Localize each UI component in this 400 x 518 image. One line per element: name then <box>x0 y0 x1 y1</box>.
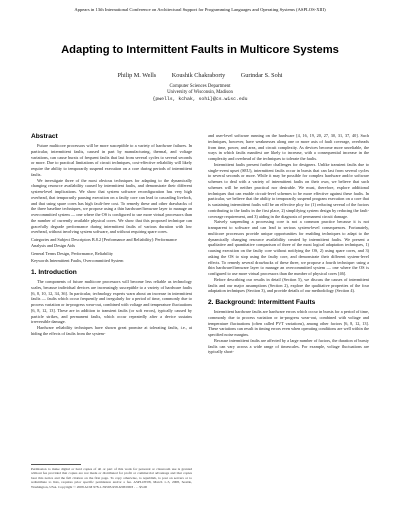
footnote-rule <box>31 464 81 465</box>
abstract-paragraph: We investigate three of the most obvious techniques for adapting to the dynamically changing resource availability caused by intermittent faults, and demonstrate their different system-level implications. We show that system software reconfiguration has very high overhead, that temporarily pausing execution on a faulty core can lead to cascading livelock, and that using spare cores has high fault-free cost. To remedy these and other drawbacks of the three baseline techniques, we propose using a thin hardware/firmware layer to manage an overcommitted system — one where the OS is configured to use more virtual processors than the number of currently available physical cores. We show that this proposed technique can gracefully degrade performance during intermittent faults of various duration with low overhead, without involving system software, and without requiring spare cores. <box>31 177 192 235</box>
body-paragraph: Before describing our results in detail (Section 5), we discuss the causes of intermittent faults and our major assumptions (Section 2), explore the qualitative properties of the four adaptation techniques (Section 3), and provide details of our methodology (Section 4). <box>208 276 369 294</box>
affiliation-dept: Computer Sciences Department <box>169 84 231 89</box>
author-email: {pwells, kchak, sohi}@cs.wisc.edu <box>152 96 248 102</box>
body-paragraph: Intermittent faults present further challenges for designers. Unlike transient faults due to single-event upset (SEU), intermittent faults occur in bursts that can last from several cycles to several seconds or more. While it may be possible for complex hardware and/or software schemes to deal with a variety of intermittent faults on their own, we believe that such schemes will be neither practical nor desirable. We must, therefore, explore additional techniques that can enable circuit-level schemes to be more effective against these faults. In particular, we believe that the ability to temporarily suspend program execution on a core that is sustaining intermittent faults will be an effective ploy for (1) reducing several of the factors contributing to the faults in the first place, 2) simplifying system design by reducing the fault-coverage requirement, and 3) aiding in the diagnosis of permanent circuit damage. <box>208 161 369 219</box>
affiliation-university: University of Wisconsin, Madison <box>167 90 233 96</box>
abstract-paragraph: Future multicore processors will be more susceptible to a variety of hardware failures. In particular, intermittent faults, caused in part by manufacturing, thermal, and voltage variations, can cause bursts of frequent faults that last from several cycles to several seconds or more. Due to practical limitations of circuit techniques, cost-effective reliability will likely require the ability to temporarily suspend execution on a core during periods of intermittent faults. <box>31 143 192 177</box>
body-paragraph: and user-level software running on the hardware [4, 16, 19, 20, 27, 30, 31, 37, 40]. Such techniques, however, have weaknesses along one or more axis of fault coverage, overheads from time, power, and area, and circuit complexity. As devices become more unreliable, the ways in which faults manifest are likely to increase, with a consequential increase in the complexity and overhead of the techniques to tolerate the faults. <box>208 133 369 161</box>
intro-paragraph: Hardware reliability techniques have shown great promise at tolerating faults, i.e., at hiding the effects of faults from the system- <box>31 325 192 336</box>
body-paragraph: Naively suspending a processing core is not a common practice because it is not transparent to software and can lead to serious system-level consequences. Fortunately, multicore processors provide unique opportunities for enabling techniques to adapt to the dynamically changing resource availability created by intermittent faults. We present a qualitative and quantitative comparison of three of the most logical adaptation techniques, 1) causing execution on the faulty core without notifying the OS, 2) using spare cores, and 3) asking the OS to stop using the faulty core, and demonstrate their different system-level effects. To remedy several drawbacks of these three, we propose a fourth technique: using a thin hardware/firmware layer to manage an overcommitted system — one where the OS is configured to use more virtual processors than the number of physical cores [46]. <box>208 219 369 276</box>
author-name: Koushik Chakraborty <box>171 72 226 79</box>
background-heading: 2. Background: Intermittent Faults <box>208 299 316 306</box>
general-terms-line: General Terms Design, Performance, Reliability <box>31 250 114 256</box>
keywords-line: Keywords Intermittent Faults, Overcommitted System <box>31 258 124 264</box>
author-name: Gurindar S. Sohi <box>240 72 283 79</box>
categories-line: Categories and Subject Descriptors B.8.2 [Performance and Reliability]: Performance Analysis and Design Aids <box>31 237 177 248</box>
copyright-footnote: Permission to make digital or hard copies of all or part of this work for personal or classroom use is granted without fee provided that copies are not made or distributed for profit or commercial advantage and that copies bear this notice and the full citation on the first page. To copy otherwise, to republish, to post on servers or to redistribute to lists, requires prior specific permission and/or a fee. ASPLOS'08, March 1–5, 2008, Seattle, Washington, USA. Copyright © 2008 ACM 978-1-59593-958-6/08/0003 . . . $5.00 <box>31 467 192 489</box>
conference-note: Appears in 13th International Conference on Architectural Support for Programming Languages and Operating Systems (ASPLOS-XIII) <box>74 7 326 12</box>
intro-paragraph: The components of future multicore processors will become less reliable as technology scales, because individual devices are increasingly susceptible to a variety of hardware faults [6, 8, 10, 12, 34, 36]. In particular, technology experts warn about an increase in intermittent faults — faults which occur frequently and irregularly for a period of time, commonly due to process variation or in-progress wear-out, combined with voltage and temperature fluctuations [6, 8, 12, 13]. These are in addition to transient faults (or soft errors), typically caused by particle strikes, and permanent faults, which occur repeatedly after a device sustains irreversible damage. <box>31 279 192 325</box>
author-list <box>0 72 400 79</box>
right-column <box>208 133 369 355</box>
body-paragraph: Intermittent hardware faults are hardware errors which occur in bursts for a period of time, commonly due to process variation or in-progress wear-out, combined with voltage and temperature fluctuations (often called PVT variations), among other factors [6, 8, 12, 13]. These variations can result in timing errors even when operating conditions are well within the specified noise margins. <box>208 309 369 337</box>
affiliation <box>0 84 400 103</box>
author-name: Philip M. Wells <box>117 72 157 79</box>
left-column <box>31 133 192 337</box>
abstract-heading: Abstract <box>31 133 58 140</box>
body-paragraph: Because intermittent faults are affected by a large number of factors, the duration of bursty faults can vary across a wide range of timescales. For example, voltage fluctuations are typically short- <box>208 337 369 355</box>
paper-title: Adapting to Intermittent Faults in Multicore Systems <box>61 44 339 56</box>
introduction-heading: 1. Introduction <box>31 269 77 276</box>
